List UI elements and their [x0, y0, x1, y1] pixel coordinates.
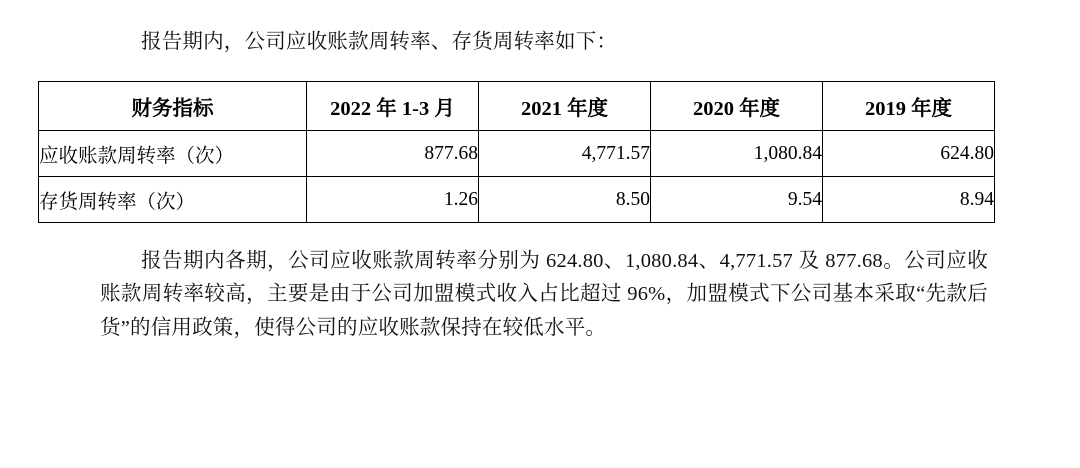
cell-receivables-2021: 4,771.57 — [479, 131, 651, 177]
table-header-row — [39, 82, 995, 131]
table-header-cell-2019: 2019 年度 — [823, 82, 995, 131]
table-row — [39, 177, 995, 223]
table-header-cell-2021: 2021 年度 — [479, 82, 651, 131]
financial-indicators-table — [38, 81, 995, 223]
body-paragraph: 报告期内各期，公司应收账款周转率分别为 624.80、1,080.84、4,771.57 及 877.68。公司应收账款周转率较高，主要是由于公司加盟模式收入占比超过 96%，加盟模式下公司基本采取“先款后货”的信用政策，使得公司的应收账款保持在较低水平。 — [100, 250, 988, 339]
table-header-cell-2020: 2020 年度 — [651, 82, 823, 131]
row-label-receivables-turnover: 应收账款周转率（次） — [39, 131, 307, 177]
table-header-cell-indicator: 财务指标 — [39, 82, 307, 131]
cell-inventory-2019: 8.94 — [823, 177, 995, 223]
cell-inventory-2020: 9.54 — [651, 177, 823, 223]
cell-receivables-2020: 1,080.84 — [651, 131, 823, 177]
financial-table-container — [0, 59, 1080, 223]
cell-receivables-2019: 624.80 — [823, 131, 995, 177]
row-label-inventory-turnover: 存货周转率（次） — [39, 177, 307, 223]
cell-receivables-2022q1: 877.68 — [307, 131, 479, 177]
cell-inventory-2022q1: 1.26 — [307, 177, 479, 223]
table-row — [39, 131, 995, 177]
intro-paragraph: 报告期内，公司应收账款周转率、存货周转率如下： — [141, 31, 618, 53]
table-header-cell-2022q1: 2022 年 1-3 月 — [307, 82, 479, 131]
cell-inventory-2021: 8.50 — [479, 177, 651, 223]
